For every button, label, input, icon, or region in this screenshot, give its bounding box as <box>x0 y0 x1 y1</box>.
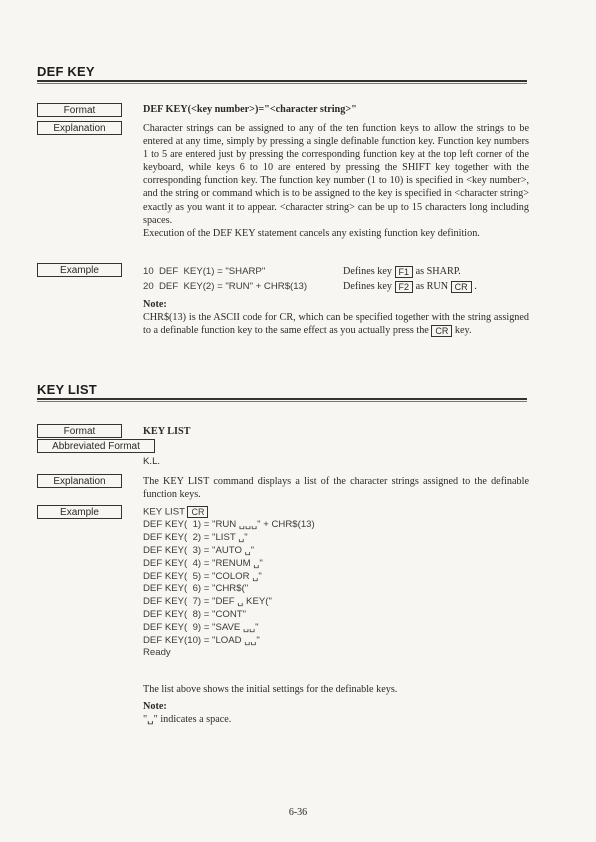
listing-line: DEF KEY( 1) = "RUN ␣␣␣" + CHR$(13) <box>143 519 315 531</box>
listing-line: DEF KEY( 7) = "DEF ␣ KEY(" <box>143 596 272 608</box>
note-label: Note: <box>143 299 167 310</box>
explanation-label: Explanation <box>37 121 122 135</box>
section-title-def-key: DEF KEY <box>37 64 95 79</box>
note-label: Note: <box>143 701 167 712</box>
listing-line: Ready <box>143 647 171 659</box>
def-key-format-text: DEF KEY(<key number>)="<character string>" <box>143 104 357 115</box>
section-rule <box>37 80 527 82</box>
listing-line: DEF KEY( 6) = "CHR$(" <box>143 583 249 595</box>
section-title-key-list: KEY LIST <box>37 382 97 397</box>
listing-line: DEF KEY(10) = "LOAD ␣␣" <box>143 634 260 646</box>
f2-key: F2 <box>395 281 414 293</box>
def-key-explanation <box>143 122 529 240</box>
f1-key: F1 <box>395 266 414 278</box>
def-key-note <box>143 298 529 337</box>
listing-line: DEF KEY( 9) = "SAVE ␣␣" <box>143 621 259 633</box>
section-rule-thin <box>37 83 527 84</box>
key-list-format-text: KEY LIST <box>143 426 191 437</box>
note-text: CHR$(13) is the ASCII code for CR, which can be specified together with the string assigned to a definable function key to the same effect as you actually press the CR key. <box>143 312 529 337</box>
note-text: "␣" indicates a space. <box>143 714 232 726</box>
listing-line: DEF KEY( 8) = "CONT" <box>143 608 247 620</box>
example-code: 20 DEF KEY(2) = "RUN" + CHR$(13) <box>143 281 308 292</box>
explanation-label: Explanation <box>37 474 122 488</box>
cr-key: CR <box>187 506 208 518</box>
listing-line: DEF KEY( 2) = "LIST ␣" <box>143 532 248 544</box>
listing-line: DEF KEY( 3) = "AUTO ␣" <box>143 544 255 556</box>
section-rule <box>37 398 527 400</box>
key-list-note <box>143 700 529 726</box>
abbreviated-format-text: K.L. <box>143 456 161 467</box>
cr-key: CR <box>431 325 452 337</box>
key-list-example <box>143 506 315 660</box>
explanation-paragraph: Character strings can be assigned to any of the ten function keys to allow the strings to be entered at any time, simply by pressing a single definable function key. Function key numbers 1 to 5 are entered just by pressing the corresponding function key at the top left corner of the keyboard, while keys 6 to 10 are entered by pressing the SHIFT key together with the corresponding function key. The function key number (1 to 10) is specified in <key number>, and the string or command which is to be assigned to the key is specified in <character string> exactly as you want it to appear. <character string> can be up to 15 characters long including spaces. <box>143 123 529 226</box>
explanation-paragraph-2: Execution of the DEF KEY statement cancels any existing function key definition. <box>143 227 480 239</box>
example-desc: Defines key F1 as SHARP. <box>343 266 461 277</box>
example-code: 10 DEF KEY(1) = "SHARP" <box>143 266 266 277</box>
abbreviated-format-label: Abbreviated Format <box>37 439 155 453</box>
example-command: KEY LIST CR <box>143 506 315 519</box>
example-desc: Defines key F2 as RUN CR . <box>343 281 477 292</box>
example-label: Example <box>37 505 122 519</box>
format-label: Format <box>37 424 122 438</box>
cr-key: CR <box>451 281 472 293</box>
section-rule-thin <box>37 401 527 402</box>
key-list-explanation: The KEY LIST command displays a list of the character strings assigned to the definable function keys. <box>143 476 529 501</box>
listing-line: DEF KEY( 4) = "RENUM ␣" <box>143 557 263 569</box>
key-list-after-text: The list above shows the initial settings for the definable keys. <box>143 684 398 695</box>
listing-line: DEF KEY( 5) = "COLOR ␣" <box>143 570 262 582</box>
format-label: Format <box>37 103 122 117</box>
example-label: Example <box>37 263 122 277</box>
page-number: 6-36 <box>288 807 308 818</box>
